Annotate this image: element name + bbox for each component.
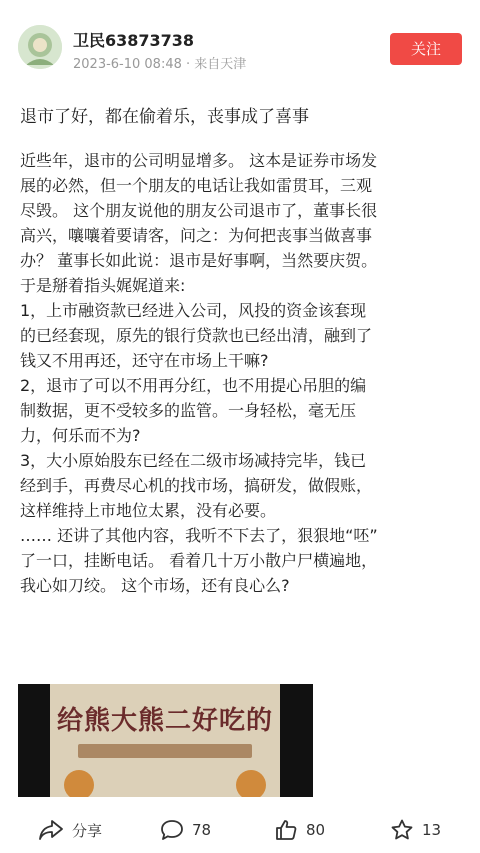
action-bar <box>0 808 480 853</box>
comment-button[interactable] <box>160 816 211 844</box>
post-meta: 2023-6-10 08:48 · 来自天津 <box>73 57 247 72</box>
body-line: 1，上市融资款已经进入公司，风投的资金该套现 <box>20 301 367 320</box>
body-line: 钱又不用再还，还守在市场上干嘛? <box>20 351 269 370</box>
follow-button[interactable]: 关注 <box>390 33 462 65</box>
avatar-image <box>18 25 62 69</box>
body-line: 我心如刀绞。 这个市场，还有良心么? <box>20 576 290 595</box>
body-line: 于是掰着指头娓娓道来: <box>20 276 186 295</box>
body-line: 这样维持上市地位太累，没有必要。 <box>20 501 277 520</box>
video-subtitle-blur <box>78 744 252 758</box>
share-button[interactable] <box>38 816 102 844</box>
body-line: 3，大小原始股东已经在二级市场减持完毕，钱已 <box>20 451 367 470</box>
post-title: 退市了好，都在偷着乐，丧事成了喜事 <box>20 107 309 127</box>
body-line: 办？ 董事长如此说：退市是好事啊，当然要庆贺。 <box>20 251 378 270</box>
bear-left-icon <box>64 770 94 797</box>
body-line: 制数据，更不受较多的监管。一身轻松，毫无压 <box>20 401 357 420</box>
body-line: 尽毁。 这个朋友说他的朋友公司退市了，董事长很 <box>20 201 378 220</box>
like-count: 80 <box>306 821 326 839</box>
comment-count: 78 <box>192 821 212 839</box>
star-count: 13 <box>422 821 442 839</box>
author-name[interactable]: 卫民63873738 <box>73 31 195 50</box>
post-header <box>0 0 480 90</box>
post-body <box>20 148 465 598</box>
thumbnail-panel <box>50 684 280 797</box>
share-icon <box>38 819 64 841</box>
share-label: 分享 <box>72 821 103 840</box>
video-title: 给熊大熊二好吃的 <box>56 706 273 736</box>
body-line: 的已经套现，原先的银行贷款也已经出清，融到了 <box>20 326 373 345</box>
body-line: 展的必然，但一个朋友的电话让我如雷贯耳，三观 <box>20 176 373 195</box>
body-line: 了一口，挂断电话。 看着几十万小散户尸横遍地， <box>20 551 378 570</box>
video-thumbnail[interactable] <box>18 684 313 797</box>
body-line: 力，何乐而不为? <box>20 426 141 445</box>
like-icon <box>274 818 298 842</box>
bear-right-icon <box>236 770 266 797</box>
star-button[interactable] <box>390 816 441 844</box>
comment-icon <box>160 819 184 841</box>
body-line: 近些年，退市的公司明显增多。 这本是证券市场发 <box>20 151 378 170</box>
star-icon <box>390 818 414 842</box>
body-line: 经到手，再费尽心机的找市场，搞研发，做假账， <box>20 476 373 495</box>
body-line: …… 还讲了其他内容，我听不下去了，狠狠地“呸” <box>20 526 378 545</box>
body-line: 高兴，嚷嚷着要请客，问之：为何把丧事当做喜事 <box>20 226 373 245</box>
body-line: 2，退市了可以不用再分红，也不用提心吊胆的编 <box>20 376 367 395</box>
avatar[interactable] <box>18 25 62 69</box>
like-button[interactable] <box>274 816 325 844</box>
